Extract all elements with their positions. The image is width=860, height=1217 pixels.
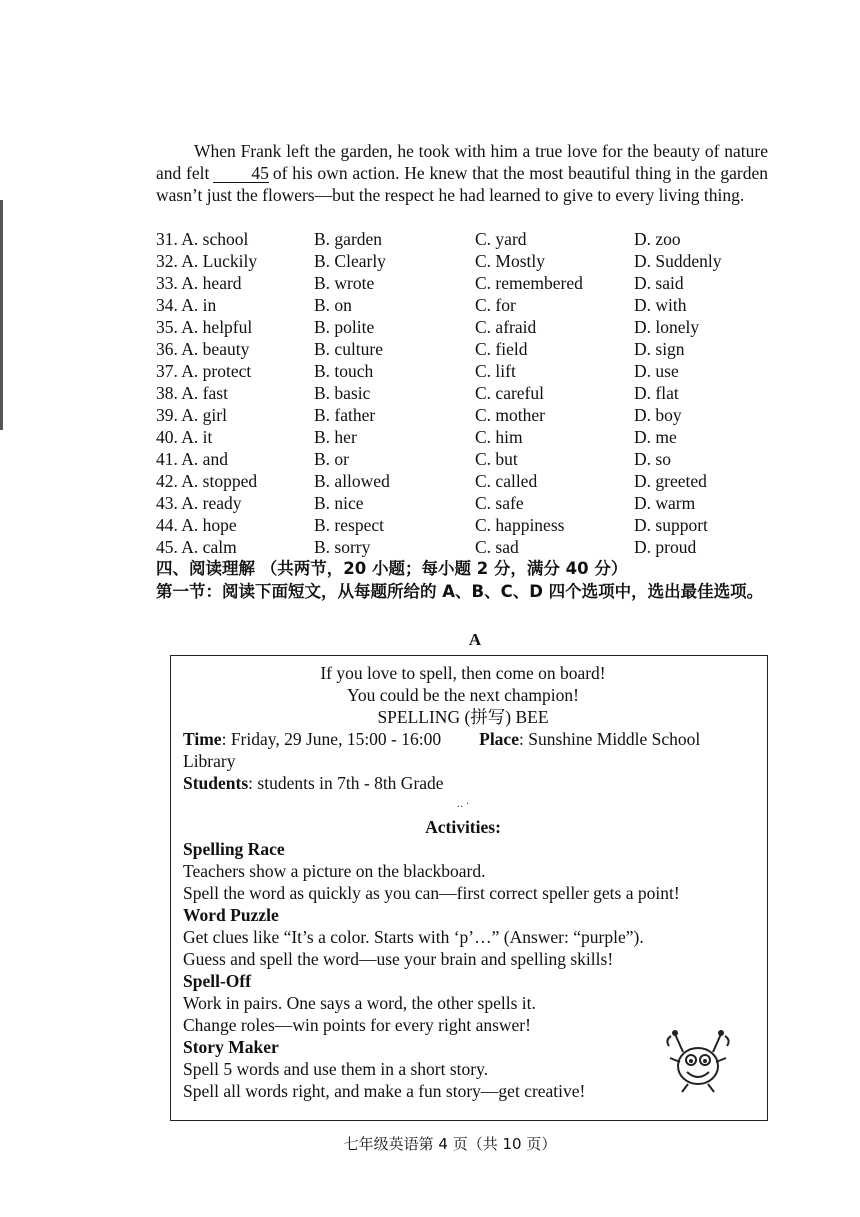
option-c: C. safe: [475, 493, 524, 513]
passage-text-after: of his own action. He knew that the most beautiful thing in the garden wasn’t just the flowers—but the respect he had learned to give to every living thing.: [156, 163, 769, 205]
option-a: 31. A. school: [156, 229, 249, 249]
option-d: D. said: [634, 273, 684, 293]
section-title: 四、阅读理解 （共两节，20 小题；每小题 2 分，满分 40 分）: [156, 559, 628, 578]
time-value: : Friday, 29 June, 15:00 - 16:00: [221, 729, 442, 749]
notice-students: [183, 772, 743, 794]
option-d: D. sign: [634, 339, 685, 359]
passage-text-before: When Frank left the garden, he took with him a true love for the beauty of nature and felt: [156, 141, 768, 183]
option-a: 44. A. hope: [156, 515, 237, 535]
option-row: [156, 294, 776, 316]
activity-description: Get clues like “It’s a color. Starts with ‘p’…” (Answer: “purple”).: [183, 927, 644, 947]
option-row: [156, 250, 776, 272]
option-row: [156, 338, 776, 360]
option-row: [156, 228, 776, 250]
option-row: [156, 404, 776, 426]
option-row: [156, 316, 776, 338]
activity-description: Guess and spell the word—use your brain and spelling skills!: [183, 949, 614, 969]
option-b: B. basic: [314, 383, 371, 403]
option-c: C. sad: [475, 537, 519, 557]
option-d: D. warm: [634, 493, 696, 513]
option-b: B. sorry: [314, 537, 371, 557]
option-c: C. yard: [475, 229, 527, 249]
option-c: C. Mostly: [475, 251, 546, 271]
option-d: D. boy: [634, 405, 682, 425]
option-row: [156, 426, 776, 448]
option-b: B. touch: [314, 361, 374, 381]
option-d: D. support: [634, 515, 708, 535]
option-a: 43. A. ready: [156, 493, 242, 513]
activity-description: Work in pairs. One says a word, the other spells it.: [183, 993, 536, 1013]
notice-event-name: SPELLING (拼写) BEE: [377, 707, 549, 727]
activity-description: Spell all words right, and make a fun story—get creative!: [183, 1081, 586, 1101]
option-c: C. but: [475, 449, 518, 469]
option-a: 35. A. helpful: [156, 317, 253, 337]
option-d: D. flat: [634, 383, 679, 403]
students-value: : students in 7th - 8th Grade: [248, 773, 444, 793]
place-label: Place: [479, 729, 519, 749]
option-a: 40. A. it: [156, 427, 213, 447]
option-b: B. on: [314, 295, 352, 315]
activities-title: Activities:: [425, 817, 501, 837]
option-a: 33. A. heard: [156, 273, 242, 293]
cloze-options-list: [156, 228, 776, 558]
option-c: C. him: [475, 427, 523, 447]
option-d: D. Suddenly: [634, 251, 722, 271]
activity-name: Story Maker: [183, 1037, 279, 1057]
option-d: D. use: [634, 361, 679, 381]
option-row: [156, 382, 776, 404]
option-a: 34. A. in: [156, 295, 217, 315]
option-c: C. careful: [475, 383, 544, 403]
activity-description: Spell 5 words and use them in a short story.: [183, 1059, 489, 1079]
option-b: B. nice: [314, 493, 364, 513]
option-a: 36. A. beauty: [156, 339, 250, 359]
passage-paragraph: [156, 140, 768, 206]
passage-label: A: [468, 630, 482, 649]
option-c: C. remembered: [475, 273, 583, 293]
option-a: 38. A. fast: [156, 383, 228, 403]
option-d: D. greeted: [634, 471, 707, 491]
option-d: D. me: [634, 427, 677, 447]
activity-name: Spelling Race: [183, 839, 285, 859]
option-row: [156, 470, 776, 492]
option-d: D. proud: [634, 537, 697, 557]
option-d: D. lonely: [634, 317, 700, 337]
option-b: B. wrote: [314, 273, 375, 293]
option-c: C. happiness: [475, 515, 565, 535]
option-c: C. field: [475, 339, 528, 359]
dots-mark: ‥ ·: [456, 799, 470, 810]
option-b: B. Clearly: [314, 251, 386, 271]
option-row: [156, 272, 776, 294]
option-c: C. for: [475, 295, 516, 315]
option-a: 39. A. girl: [156, 405, 227, 425]
option-row: [156, 360, 776, 382]
option-b: B. garden: [314, 229, 383, 249]
blank-45: 45: [213, 164, 269, 183]
activity-name: Word Puzzle: [183, 905, 279, 925]
option-b: B. polite: [314, 317, 375, 337]
option-row: [156, 514, 776, 536]
option-a: 32. A. Luckily: [156, 251, 258, 271]
option-d: D. so: [634, 449, 671, 469]
students-label: Students: [183, 773, 249, 793]
page-footer: 七年级英语第 4 页（共 10 页）: [343, 1135, 557, 1153]
option-b: B. allowed: [314, 471, 390, 491]
option-b: B. or: [314, 449, 349, 469]
activity-description: Teachers show a picture on the blackboard.: [183, 861, 486, 881]
activity-name: Spell-Off: [183, 971, 252, 991]
activities-list: [183, 838, 743, 1102]
notice-tagline: You could be the next champion!: [346, 685, 579, 705]
notice-headline: If you love to spell, then come on board!: [320, 663, 606, 683]
time-label: Time: [183, 729, 222, 749]
option-d: D. with: [634, 295, 687, 315]
option-a: 41. A. and: [156, 449, 228, 469]
option-b: B. father: [314, 405, 376, 425]
section-instructions: 第一节：阅读下面短文，从每题所给的 A、B、C、D 四个选项中，选出最佳选项。: [156, 582, 764, 601]
option-d: D. zoo: [634, 229, 681, 249]
option-b: B. respect: [314, 515, 384, 535]
option-row: [156, 492, 776, 514]
option-c: C. mother: [475, 405, 545, 425]
scan-edge-mark: [0, 200, 3, 430]
bee-mascot-illustration: [663, 1026, 733, 1094]
option-a: 42. A. stopped: [156, 471, 258, 491]
option-c: C. lift: [475, 361, 516, 381]
option-c: C. called: [475, 471, 538, 491]
option-row: [156, 448, 776, 470]
option-b: B. her: [314, 427, 357, 447]
place-value: : Sunshine Middle School Library: [183, 729, 701, 771]
option-row: [156, 536, 776, 558]
activity-description: Spell the word as quickly as you can—first correct speller gets a point!: [183, 883, 680, 903]
option-c: C. afraid: [475, 317, 537, 337]
spelling-bee-notice: [170, 655, 768, 1121]
activity-description: Change roles—win points for every right answer!: [183, 1015, 531, 1035]
notice-time-place: [183, 728, 743, 772]
option-b: B. culture: [314, 339, 384, 359]
cloze-passage-ending: [156, 140, 768, 206]
option-a: 45. A. calm: [156, 537, 237, 557]
notice-content: [183, 662, 743, 1102]
option-a: 37. A. protect: [156, 361, 252, 381]
